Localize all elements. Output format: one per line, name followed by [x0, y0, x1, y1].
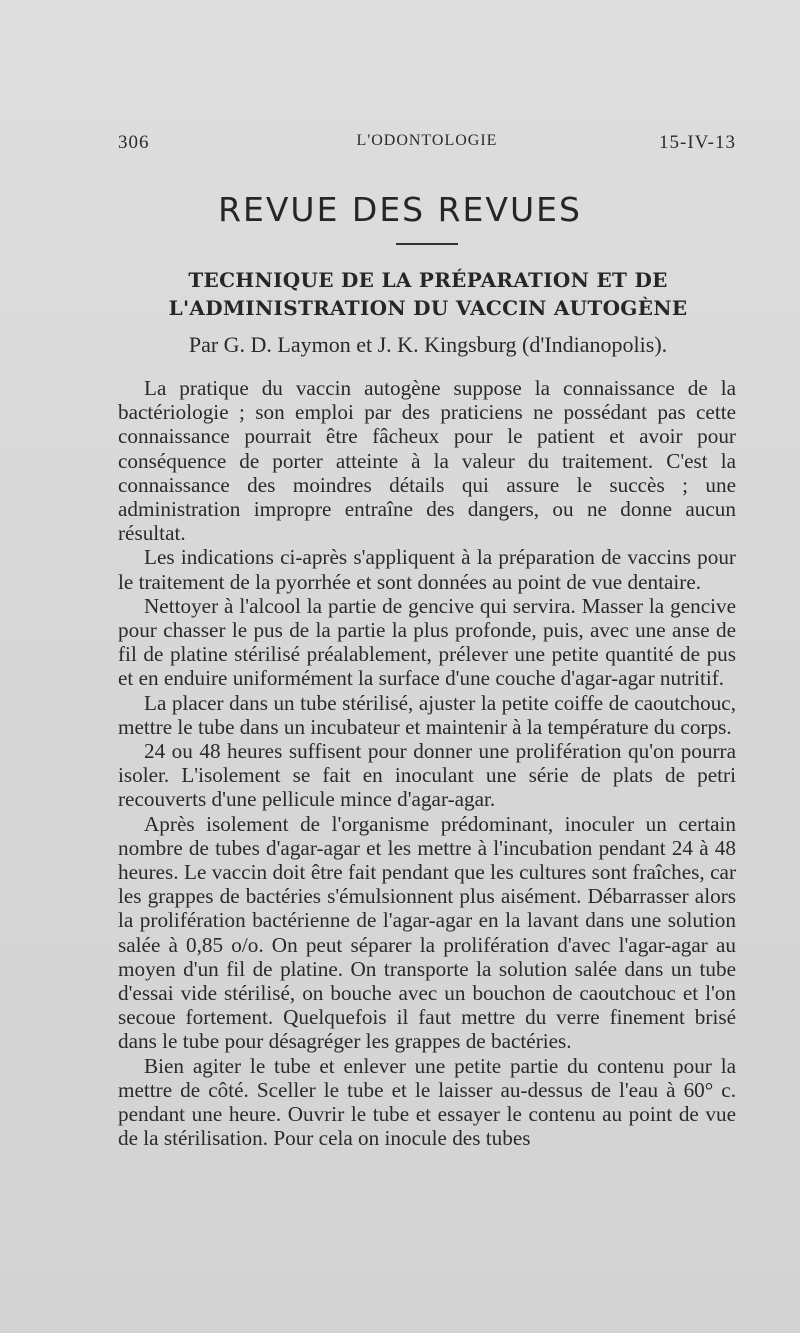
article-body	[118, 376, 736, 1151]
journal-title: L'ODONTOLOGIE	[356, 132, 498, 149]
page-number: 306	[118, 132, 150, 153]
issue-date: 15-IV-13	[659, 132, 736, 153]
paragraph: Bien agiter le tube et enlever une petite partie du contenu pour la mettre de côté. Sceller le tube et le laisser au-dessus de l'eau à 60° c. pendant une heure. Ouvrir le tube et essayer le contenu au point de vue de la stérilisation. Pour cela on inocule des tubes	[118, 1053, 736, 1151]
running-header	[118, 132, 736, 156]
paragraph: 24 ou 48 heures suffisent pour donner une prolifération qu'on pourra isoler. L'isolement se fait en inoculant une série de plats de petri recouverts d'une pellicule mince d'agar-agar.	[118, 739, 736, 812]
paragraph: Après isolement de l'organisme prédominant, inoculer un certain nombre de tubes d'agar-agar et les mettre à l'incubation pendant 24 à 48 heures. Le vaccin doit être fait pendant que les cultures sont fraîches, car les grappes de bactéries s'émulsionnent plus aisément. Débarrasser alors la prolifération bactérienne de l'agar-agar en la lavant dans une solution salée à 0,85 o/o. On peut séparer la prolifération d'avec l'agar-agar au moyen d'un fil de platine. On transporte la solution salée dans un tube d'essai vide stérilisé, on bouche avec un bouchon de caoutchouc et l'on secoue fortement. Quelquefois il faut mettre du verre finement brisé dans le tube pour désagréger les grappes de bactéries.	[118, 811, 736, 1054]
article-title: TECHNIQUE DE LA PRÉPARATION ET DE L'ADMINISTRATION DU VACCIN AUTOGÈNE	[168, 268, 688, 320]
paragraph: La pratique du vaccin autogène suppose la connaissance de la bactériologie ; son emploi par des praticiens ne possédant pas cette connaissance pourrait être fâcheux pour le patient et avoir pour conséquence de porter atteinte à la valeur du traitement. C'est la connaissance des moindres détails qui assure le succès ; une administration impropre entraîne des dangers, ou ne donne aucun résultat.	[118, 376, 736, 546]
title-rule	[396, 243, 458, 245]
section-title: REVUE DES REVUES	[218, 190, 582, 229]
paragraph: Nettoyer à l'alcool la partie de gencive qui servira. Masser la gencive pour chasser le pus de la partie la plus profonde, puis, avec une anse de fil de platine stérilisé préalablement, prélever une petite quantité de pus et en enduire uniformément la surface d'une couche d'agar-agar nutritif.	[118, 593, 736, 691]
article-byline: Par G. D. Laymon et J. K. Kingsburg (d'Indianopolis).	[188, 332, 668, 357]
paragraph: La placer dans un tube stérilisé, ajuster la petite coiffe de caoutchouc, mettre le tube dans un incubateur et maintenir à la température du corps.	[118, 690, 736, 739]
paragraph: Les indications ci-après s'appliquent à la préparation de vaccins pour le traitement de la pyorrhée et sont données au point de vue dentaire.	[118, 545, 736, 594]
